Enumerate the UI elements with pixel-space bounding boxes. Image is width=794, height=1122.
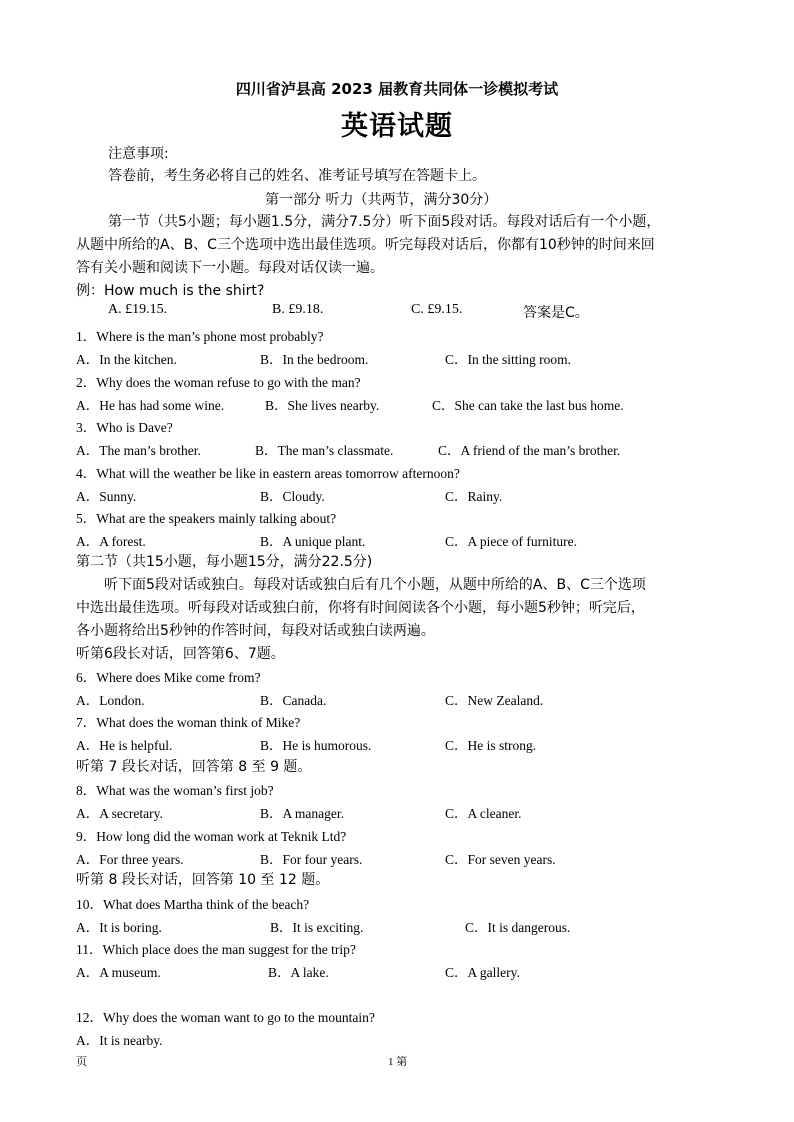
question-stem: 12．Why does the woman want to go to the mountain? <box>76 1010 375 1025</box>
question-option-c: C．It is dangerous. <box>465 920 571 935</box>
question-stem: 2．Why does the woman refuse to go with the man? <box>76 375 361 390</box>
section1-line1: 第一节（共5小题；每小题1.5分，满分7.5分）听下面5段对话。每段对话后有一个小题， <box>108 214 661 230</box>
question-option-b: B．A lake. <box>268 965 329 980</box>
notice-label: 注意事项: <box>108 146 169 162</box>
question-option-a: A．It is nearby. <box>76 1033 163 1048</box>
question-stem: 7．What does the woman think of Mike? <box>76 715 301 730</box>
question-stem: 5．What are the speakers mainly talking about? <box>76 511 337 526</box>
instruction-q10: 听第 8 段长对话，回答第 10 至 12 题。 <box>76 872 330 888</box>
instruction-q6: 听第6段长对话，回答第6、7题。 <box>76 646 285 662</box>
question-stem: 6．Where does Mike come from? <box>76 670 261 685</box>
example-option-a: A. £19.15. <box>108 302 168 317</box>
question-option-b: B．A unique plant. <box>260 534 366 549</box>
section2-title: 第二节（共15小题，每小题15分，满分22.5分) <box>76 554 373 570</box>
question-option-a: A．He has had some wine. <box>76 398 225 413</box>
part1-title: 第一部分 听力（共两节，满分30分） <box>265 192 498 208</box>
question-option-b: B．For four years. <box>260 852 363 867</box>
question-option-a: A．In the kitchen. <box>76 352 177 367</box>
question-option-a: A．A forest. <box>76 534 146 549</box>
question-option-b: B．The man’s classmate. <box>255 443 394 458</box>
question-option-c: C．Rainy. <box>445 489 503 504</box>
footer-page-left: 页 <box>76 1056 87 1068</box>
question-stem: 3．Who is Dave? <box>76 420 173 435</box>
question-option-a: A．A museum. <box>76 965 161 980</box>
question-stem: 9．How long did the woman work at Teknik Ltd? <box>76 829 347 844</box>
question-option-a: A．Sunny. <box>76 489 137 504</box>
exam-title: 四川省泸县高 2023 届教育共同体一诊模拟考试 <box>235 80 559 98</box>
question-option-c: C．New Zealand. <box>445 693 544 708</box>
question-option-b: B．It is exciting. <box>270 920 364 935</box>
question-stem: 1．Where is the man’s phone most probably? <box>76 329 324 344</box>
notice-text: 答卷前，考生务必将自己的姓名、准考证号填写在答题卡上。 <box>108 168 486 184</box>
question-stem: 10．What does Martha think of the beach? <box>76 897 310 912</box>
section2-line1: 听下面5段对话或独白。每段对话或独白后有几个小题，从题中所给的A、B、C三个选项 <box>104 577 646 593</box>
example-stem: 例：How much is the shirt? <box>76 283 265 299</box>
footer-page-number: 1 第 <box>388 1056 408 1068</box>
example-option-c: C. £9.15. <box>411 302 463 317</box>
question-stem: 8．What was the woman’s first job? <box>76 783 274 798</box>
question-option-a: A．For three years. <box>76 852 184 867</box>
instruction-q8: 听第 7 段长对话，回答第 8 至 9 题。 <box>76 759 312 775</box>
question-option-c: C．A gallery. <box>445 965 520 980</box>
section1-line3: 答有关小题和阅读下一小题。每段对话仅读一遍。 <box>76 260 384 276</box>
subject-title: 英语试题 <box>341 111 453 142</box>
question-option-c: C．She can take the last bus home. <box>432 398 624 413</box>
section2-line2: 中选出最佳选项。听每段对话或独白前，你将有时间阅读各个小题，每小题5秒钟；听完后， <box>76 600 645 616</box>
question-option-b: B．In the bedroom. <box>260 352 369 367</box>
question-option-a: A．It is boring. <box>76 920 162 935</box>
question-option-b: B．Cloudy. <box>260 489 325 504</box>
question-stem: 4．What will the weather be like in eastern areas tomorrow afternoon? <box>76 466 460 481</box>
section1-line2: 从题中所给的A、B、C三个选项中选出最佳选项。听完每段对话后，你都有10秒钟的时间来回 <box>76 237 655 253</box>
question-option-c: C．A cleaner. <box>445 806 522 821</box>
question-option-b: B．A manager. <box>260 806 344 821</box>
question-stem: 11．Which place does the man suggest for the trip? <box>76 942 356 957</box>
question-option-a: A．He is helpful. <box>76 738 173 753</box>
example-answer: 答案是C。 <box>523 305 589 321</box>
question-option-b: B．He is humorous. <box>260 738 372 753</box>
question-option-a: A．A secretary. <box>76 806 163 821</box>
question-option-b: B．She lives nearby. <box>265 398 380 413</box>
question-option-c: C．In the sitting room. <box>445 352 571 367</box>
question-option-a: A．The man’s brother. <box>76 443 201 458</box>
example-option-b: B. £9.18. <box>272 302 324 317</box>
question-option-c: C．He is strong. <box>445 738 537 753</box>
question-option-c: C．A friend of the man’s brother. <box>438 443 621 458</box>
section2-line3: 各小题将给出5秒钟的作答时间，每段对话或独白读两遍。 <box>76 623 435 639</box>
question-option-c: C．For seven years. <box>445 852 556 867</box>
question-option-b: B．Canada. <box>260 693 327 708</box>
question-option-a: A．London. <box>76 693 145 708</box>
question-option-c: C．A piece of furniture. <box>445 534 577 549</box>
